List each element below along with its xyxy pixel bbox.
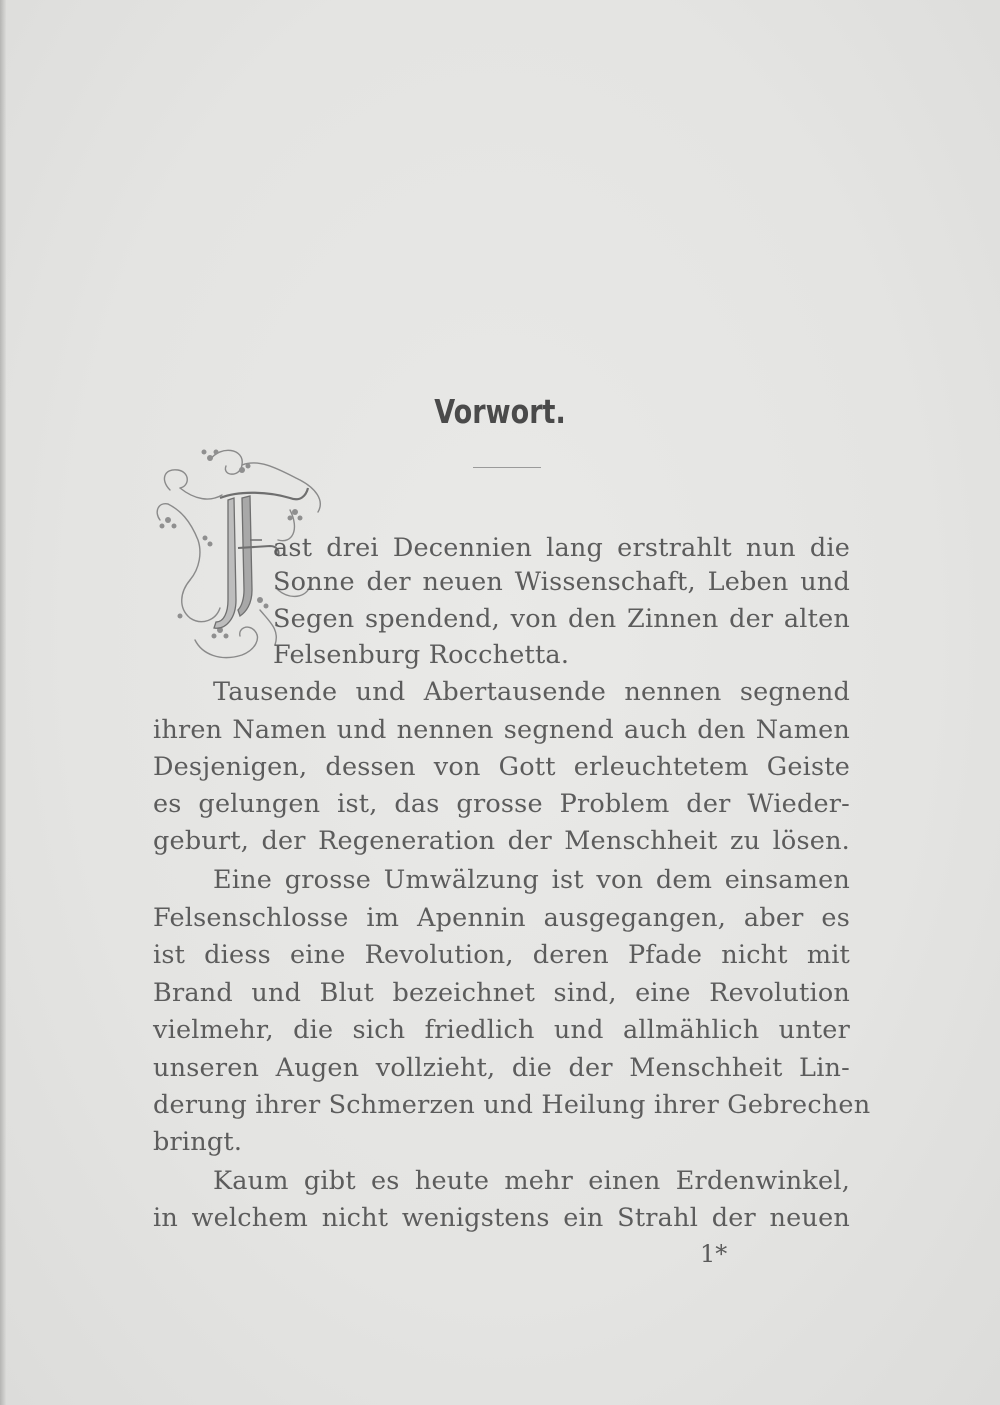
text-line: Tausende und Abertausende nennen segnend <box>213 677 850 707</box>
text-line: es gelungen ist, das grosse Problem der Wieder- <box>153 789 850 819</box>
text-line: derung ihrer Schmerzen und Heilung ihrer Gebrechen <box>153 1090 871 1120</box>
text-line: Eine grosse Umwälzung ist von dem einsamen <box>213 865 850 895</box>
text-line: ast drei Decennien lang erstrahlt nun die <box>273 533 850 563</box>
title-divider <box>473 467 541 468</box>
text-line: vielmehr, die sich friedlich und allmählich unter <box>153 1015 850 1045</box>
text-line: Desjenigen, dessen von Gott erleuchtetem Geiste <box>153 752 850 782</box>
page-title: Vorwort. <box>434 392 566 431</box>
text-line: ist diess eine Revolution, deren Pfade nicht mit <box>153 940 850 970</box>
page-edge-shadow <box>0 0 6 1405</box>
text-line: geburt, der Regeneration der Menschheit zu lösen. <box>153 826 850 856</box>
text-line: unseren Augen vollzieht, die der Menschheit Lin- <box>153 1053 850 1083</box>
text-line: Kaum gibt es heute mehr einen Erdenwinkel, <box>213 1166 850 1196</box>
text-line: Felsenburg Rocchetta. <box>273 640 570 670</box>
text-line: bringt. <box>153 1127 243 1157</box>
text-line: Felsenschlosse im Apennin ausgegangen, aber es <box>153 903 850 933</box>
text-line: Sonne der neuen Wissenschaft, Leben und <box>273 567 850 597</box>
text-line: Brand und Blut bezeichnet sind, eine Revolution <box>153 978 850 1008</box>
text-line: Segen spendend, von den Zinnen der alten <box>273 604 850 634</box>
text-line: ihren Namen und nennen segnend auch den Namen <box>153 715 850 745</box>
text-line: in welchem nicht wenigstens ein Strahl der neuen <box>153 1203 850 1233</box>
page-number: 1* <box>700 1240 728 1268</box>
